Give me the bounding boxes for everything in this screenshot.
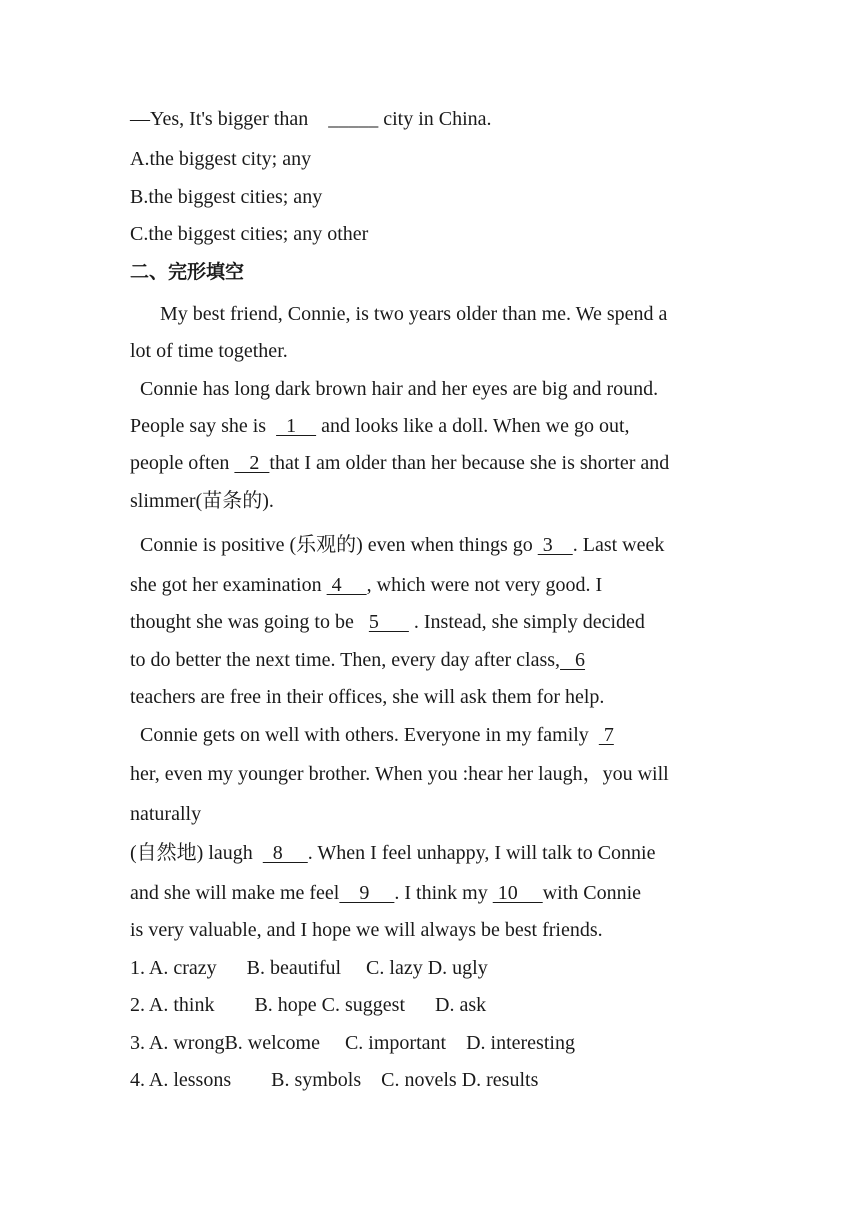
passage-line: to do better the next time. Then, every day after class, 6 — [130, 649, 586, 671]
passage-line: teachers are free in their offices, she will ask them for help. — [130, 686, 605, 708]
passage-line: and she will make me feel 9 . I think my 10 with Connie — [130, 882, 642, 904]
blank-6: 6 — [560, 649, 586, 671]
passage-line: My best friend, Connie, is two years older than me. We spend a — [130, 303, 668, 325]
passage-line: (自然地) laugh 8 . When I feel unhappy, I will talk to Connie — [130, 842, 656, 864]
option-a: A.the biggest city; any — [130, 148, 312, 170]
blank-9: 9 — [339, 882, 395, 904]
passage-line: thought she was going to be 5 . Instead, she simply decided — [130, 611, 645, 633]
passage-line: naturally — [130, 803, 202, 825]
blank-10: 10 — [492, 882, 543, 904]
passage-line: lot of time together. — [130, 340, 288, 362]
stem-text: —Yes, It's bigger than — [130, 108, 329, 130]
passage-line: People say she is 1 and looks like a doll. When we go out, — [130, 415, 630, 437]
question-4-options: 4. A. lessons B. symbols C. novels D. results — [130, 1069, 539, 1091]
passage-line: Connie has long dark brown hair and her eyes are big and round. — [130, 378, 659, 400]
blank-1: 1 — [276, 415, 317, 437]
question-1-options: 1. A. crazy B. beautiful C. lazy D. ugly — [130, 957, 488, 979]
question-stem — [130, 107, 492, 131]
passage-line: is very valuable, and I hope we will always be best friends. — [130, 919, 603, 941]
blank-5: 5 — [368, 611, 409, 633]
section-heading: 二、完形填空 — [130, 261, 245, 283]
blank-4: 4 — [326, 574, 367, 596]
question-2-options: 2. A. think B. hope C. suggest D. ask — [130, 994, 487, 1016]
stem-text-end: city in China. — [378, 108, 492, 130]
option-c: C.the biggest cities; any other — [130, 223, 369, 245]
option-b: B.the biggest cities; any — [130, 186, 323, 208]
passage-line: Connie gets on well with others. Everyone in my family 7 — [130, 724, 614, 746]
stem-blank: _____ — [328, 108, 379, 130]
blank-2: 2 — [234, 452, 270, 474]
passage-line: people often 2 that I am older than her because she is shorter and — [130, 452, 670, 474]
blank-7: 7 — [598, 724, 614, 746]
blank-3: 3 — [537, 534, 573, 556]
passage-line: slimmer(苗条的). — [130, 490, 274, 512]
passage-line: Connie is positive (乐观的) even when things go 3 . Last week — [130, 534, 665, 556]
blank-8: 8 — [262, 842, 308, 864]
passage-line: she got her examination 4 , which were not very good. I — [130, 574, 603, 596]
question-3-options: 3. A. wrongB. welcome C. important D. interesting — [130, 1032, 575, 1054]
passage-line: her, even my younger brother. When you :hear her laugh，you will — [130, 763, 669, 785]
